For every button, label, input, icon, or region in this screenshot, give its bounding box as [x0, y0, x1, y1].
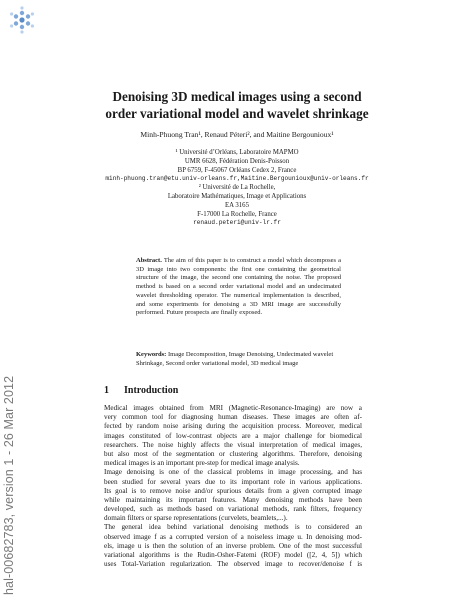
body-line: developed, such as methods based on variational methods, rank filters, frequency	[104, 505, 362, 514]
keywords-label: Keywords:	[136, 351, 167, 358]
body-line: but also most of the segmentation or clustering algorithms. Therefore, denoising	[104, 449, 362, 458]
affiliation-line: EA 3165	[225, 201, 249, 209]
affiliation-line: ² Université de La Rochelle,	[198, 184, 276, 192]
affiliation-line: UMR 6628, Fédération Denis-Poisson	[184, 157, 290, 165]
body-line: els, image u is then the solution of an inverse problem. One of the most successful	[104, 541, 362, 550]
affiliation-email: minh-phuong.tran@etu.univ-orleans.fr,Maitine.Bergounioux@univ-orleans.fr	[105, 175, 369, 183]
body-line: Its goal is to remove noise and/or spurious details from a given corrupted image	[104, 486, 362, 495]
body-line: while maintaining its important features. Many denoising methods have been	[104, 495, 362, 504]
body-line: medical images is an important pre-step for medical image analysis.	[104, 459, 300, 468]
affiliation-line: Laboratoire Mathématiques, Image et Applications	[167, 192, 307, 200]
body-line: fected by random noise arising during the acquisition process. Moreover, medical	[104, 422, 362, 431]
abstract	[136, 257, 341, 318]
body-line: observed image f as a corrupted version of a noiseless image u. In denoising mod-	[104, 532, 362, 541]
abstract-label: Abstract.	[136, 257, 162, 264]
body-line: images constituted of low-contrast objects are a major challenge for biomedical	[104, 431, 362, 440]
affiliations-block	[0, 149, 474, 228]
body-line: Image denoising is one of the classical problems in image processing, and has	[104, 468, 362, 477]
body-line: Medical images obtained from MRI (Magnetic-Resonance-Imaging) are now a	[104, 404, 362, 412]
body-line: very common tool for diagnosing human diseases. These images are often af-	[104, 413, 362, 422]
body-line: been studied for several years due to its important role in various applications.	[104, 477, 362, 486]
title-line: Denoising 3D medical images using a second	[112, 89, 362, 104]
keywords	[136, 351, 346, 368]
affiliation-email: renaud.peteri@univ-lr.fr	[193, 219, 281, 227]
section-title: Introduction	[124, 385, 179, 396]
title-line: order variational model and wavelet shrinkage	[105, 106, 369, 121]
paper-title	[0, 88, 474, 122]
paper-authors: Minh-Phuong Tran¹, Renaud Péteri², and Maitine Bergounioux¹	[140, 130, 334, 139]
body-line: researchers. The noise highly affects the visual interpretation of medical images,	[104, 440, 362, 449]
abstract-text: The aim of this paper is to construct a model which decomposes a 3D image into two components: the first one containing the geometrical structure of the image, the second one containing the noise. The proposed method is based on a second order variational model and an undecimated wavelet thresholding operator. The numerical implementation is described, and some experiments for denoising a 3D MRI image are successfully performed. Future prospects are finally exposed.	[136, 257, 341, 317]
body-text	[104, 404, 362, 569]
hal-logo-icon	[8, 6, 36, 34]
section-number: 1	[104, 385, 109, 396]
affiliation-line: BP 6759, F-45067 Orléans Cedex 2, France	[177, 166, 297, 174]
body-line: variational algorithms is the Rudin-Osher-Fatemi (ROF) model ([2, 4, 5]) which	[104, 551, 362, 559]
keywords-text: Image Decomposition, Image Denoising, Undecimated wavelet Shrinkage, Second order variational model, 3D medical image	[136, 351, 334, 367]
body-line: The general idea behind variational denoising methods is to considered an	[104, 523, 362, 532]
section-heading	[104, 385, 178, 396]
body-line: uses Total-Variation regularization. The observed image to recover/denoise f is	[104, 560, 362, 569]
hal-version-stamp: hal-00682783, version 1 - 26 Mar 2012	[2, 375, 16, 595]
affiliation-line: F-17000 La Rochelle, France	[197, 210, 277, 218]
affiliation-line: ¹ Université d’Orléans, Laboratoire MAPMO	[175, 149, 299, 156]
body-line: domain filters or sparse representations (curvelets, beamlets,...).	[104, 514, 288, 523]
